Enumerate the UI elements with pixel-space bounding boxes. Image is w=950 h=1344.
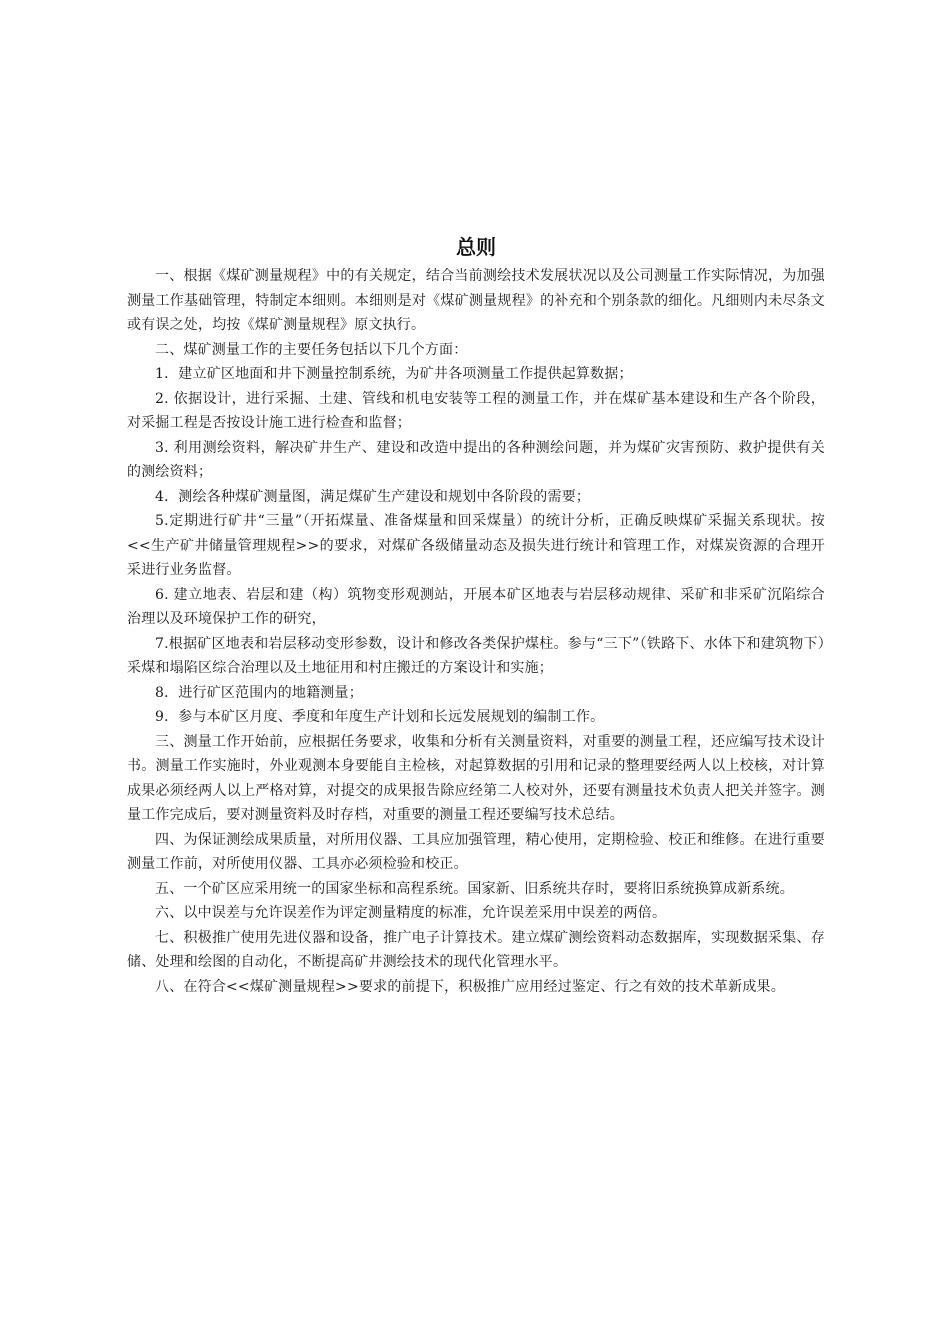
document-body	[127, 232, 825, 999]
paragraph-general-rule-4: 四、为保证测绘成果质量，对所用仪器、工具应加强管理，精心使用，定期检验、校正和维修。在进行重要测量工作前，对所使用仪器、工具亦必须检验和校正。	[127, 831, 825, 872]
paragraph-task-7: 7.根据矿区地表和岩层移动变形参数，设计和修改各类保护煤柱。参与“三下”（铁路下、水体下和建筑物下）采煤和塌陷区综合治理以及土地征用和村庄搬迁的方案设计和实施；	[127, 635, 825, 676]
paragraph-task-4: 4．测绘各种煤矿测量图，满足煤矿生产建设和规划中各阶段的需要；	[155, 488, 591, 505]
paragraph-task-6: 6. 建立地表、岩层和建（构）筑物变形观测站，开展本矿区地表与岩层移动规律、采矿和非采矿沉陷综合治理以及环境保护工作的研究，	[127, 586, 825, 627]
paragraph-general-rule-3: 三、测量工作开始前，应根据任务要求，收集和分析有关测量资料，对重要的测量工程，还应编写技术设计书。测量工作实施时，外业观测本身要能自主检核，对起算数据的引用和记录的整理要经两人以上校核，对计算成果必须经两人以上严格对算，对提交的成果报告除应经第二人校对外，还要有测量技术负责人把关并签字。测量工作完成后，要对测量资料及时存档，对重要的测量工程还要编写技术总结。	[127, 733, 825, 823]
paragraph-general-rule-6: 六、以中误差与允许误差作为评定测量精度的标准，允许误差采用中误差的两倍。	[155, 905, 667, 921]
paragraph-task-1: 1．建立矿区地面和井下测量控制系统，为矿井各项测量工作提供起算数据；	[155, 366, 633, 382]
paragraph-general-rule-1: 一、根据《煤矿测量规程》中的有关规定，结合当前测绘技术发展状况以及公司测量工作实际情况，为加强测量工作基础管理，特制定本细则。本细则是对《煤矿测量规程》的补充和个别条款的细化。凡细则内未尽条文或有误之处，均按《煤矿测量规程》原文执行。	[127, 268, 825, 333]
paragraph-task-8: 8．进行矿区范围内的地籍测量；	[155, 684, 363, 701]
document-title: 总则	[456, 235, 496, 259]
paragraph-general-rule-5: 五、一个矿区应采用统一的国家坐标和高程系统。国家新、旧系统共存时，要将旧系统换算成新系统。	[155, 880, 794, 897]
paragraph-task-3: 3. 利用测绘资料，解决矿井生产、建设和改造中提出的各种测绘问题，并为煤矿灾害预防、救护提供有关的测绘资料；	[127, 439, 825, 480]
paragraph-task-9: 9．参与本矿区月度、季度和年度生产计划和长远发展规划的编制工作。	[155, 709, 605, 725]
paragraph-general-rule-7: 七、积极推广使用先进仪器和设备，推广电子计算技术。建立煤矿测绘资料动态数据库，实现数据采集、存储、处理和绘图的自动化，不断提高矿井测绘技术的现代化管理水平。	[127, 929, 825, 970]
paragraph-task-2: 2. 依据设计，进行采掘、土建、管线和机电安装等工程的测量工作，并在煤矿基本建设和生产各个阶段，对采掘工程是否按设计施工进行检查和监督；	[127, 390, 825, 431]
paragraph-task-5: 5.定期进行矿井“三量”（开拓煤量、准备煤量和回采煤量）的统计分析，正确反映煤矿采掘关系现状。按<<生产矿井储量管理规程>>的要求，对煤矿各级储量动态及损失进行统计和管理工作，对煤炭资源的合理开采进行业务监督。	[127, 513, 825, 578]
paragraph-general-rule-8: 八、在符合<<煤矿测量规程>>要求的前提下，积极推广应用经过鉴定、行之有效的技术革新成果。	[155, 978, 785, 995]
paragraph-main-tasks-intro: 二、煤矿测量工作的主要任务包括以下几个方面：	[155, 341, 468, 358]
